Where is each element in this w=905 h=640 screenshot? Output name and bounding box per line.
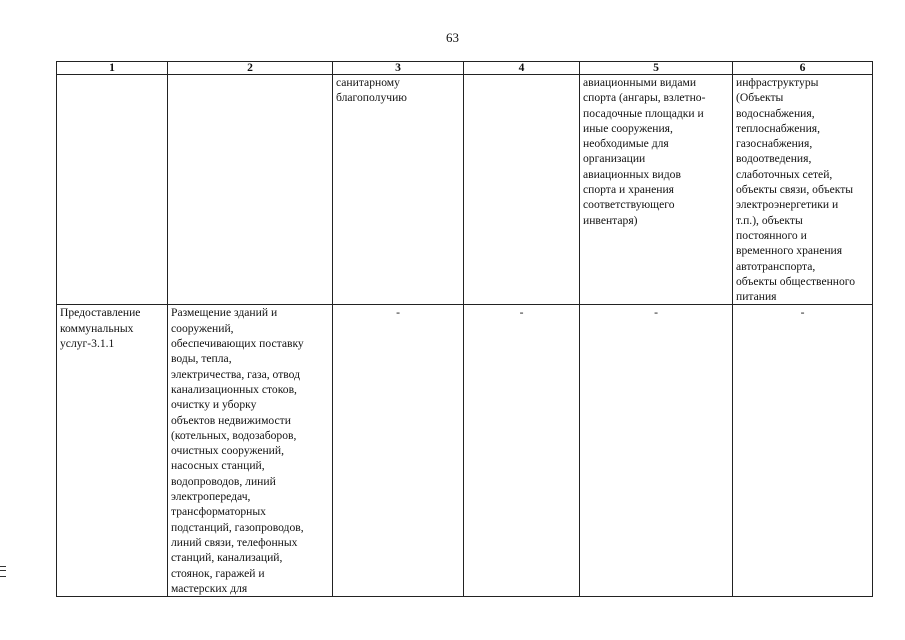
table-cell bbox=[733, 305, 873, 597]
cell-text: Предоставление коммунальных услуг-3.1.1 bbox=[60, 306, 141, 351]
table-cell bbox=[57, 305, 168, 597]
column-header-1: 1 bbox=[57, 62, 168, 75]
column-header-3: 3 bbox=[333, 62, 464, 75]
cell-text: инфраструктуры (Объекты водоснабжения, теплоснабжения, газоснабжения, водоотведения, слаботочных сетей, объекты связи, объекты электроэнергетики и т.п.), объекты постоянного и временного хранения автотранспорта, объекты общественного питания bbox=[736, 76, 856, 304]
margin-mark bbox=[0, 566, 6, 577]
table-cell bbox=[333, 305, 464, 597]
cell-text: - bbox=[654, 306, 658, 320]
cell-text: Размещение зданий и сооружений, обеспечивающих поставку воды, тепла, электричества, газа, отвод канализационных стоков, очистку и уборку объектов недвижимости (котельных, водозаборов, очистных сооружений, насосных станций, водопроводов, линий электропередач, трансформаторных подстанций, газопроводов, линий связи, телефонных станций, канализаций, стоянок, гаражей и мастерских для bbox=[171, 306, 304, 595]
table-cell bbox=[580, 75, 733, 305]
column-header-4: 4 bbox=[464, 62, 580, 75]
table-cell bbox=[733, 75, 873, 305]
table-cell bbox=[168, 75, 333, 305]
column-header-5: 5 bbox=[580, 62, 733, 75]
table-cell bbox=[580, 305, 733, 597]
cell-text: - bbox=[396, 306, 400, 320]
table-cell bbox=[464, 75, 580, 305]
cell-text: санитарному благополучию bbox=[336, 76, 407, 105]
document-table bbox=[56, 61, 873, 597]
cell-text: - bbox=[800, 306, 805, 320]
cell-text: - bbox=[519, 306, 524, 320]
table-cell bbox=[168, 305, 333, 597]
page-number: 63 bbox=[446, 30, 459, 45]
column-header-6: 6 bbox=[733, 62, 873, 75]
table-row bbox=[57, 75, 873, 305]
table-row bbox=[57, 305, 873, 597]
table-cell bbox=[333, 75, 464, 305]
table-header-row bbox=[57, 62, 873, 75]
table-cell bbox=[57, 75, 168, 305]
cell-text: авиационными видами спорта (ангары, взлетно- посадочные площадки и иные сооружения, необходимые для организации авиационных видов спорта и хранения соответствующего инвентаря) bbox=[583, 76, 706, 227]
column-header-2: 2 bbox=[168, 62, 333, 75]
table-cell bbox=[464, 305, 580, 597]
